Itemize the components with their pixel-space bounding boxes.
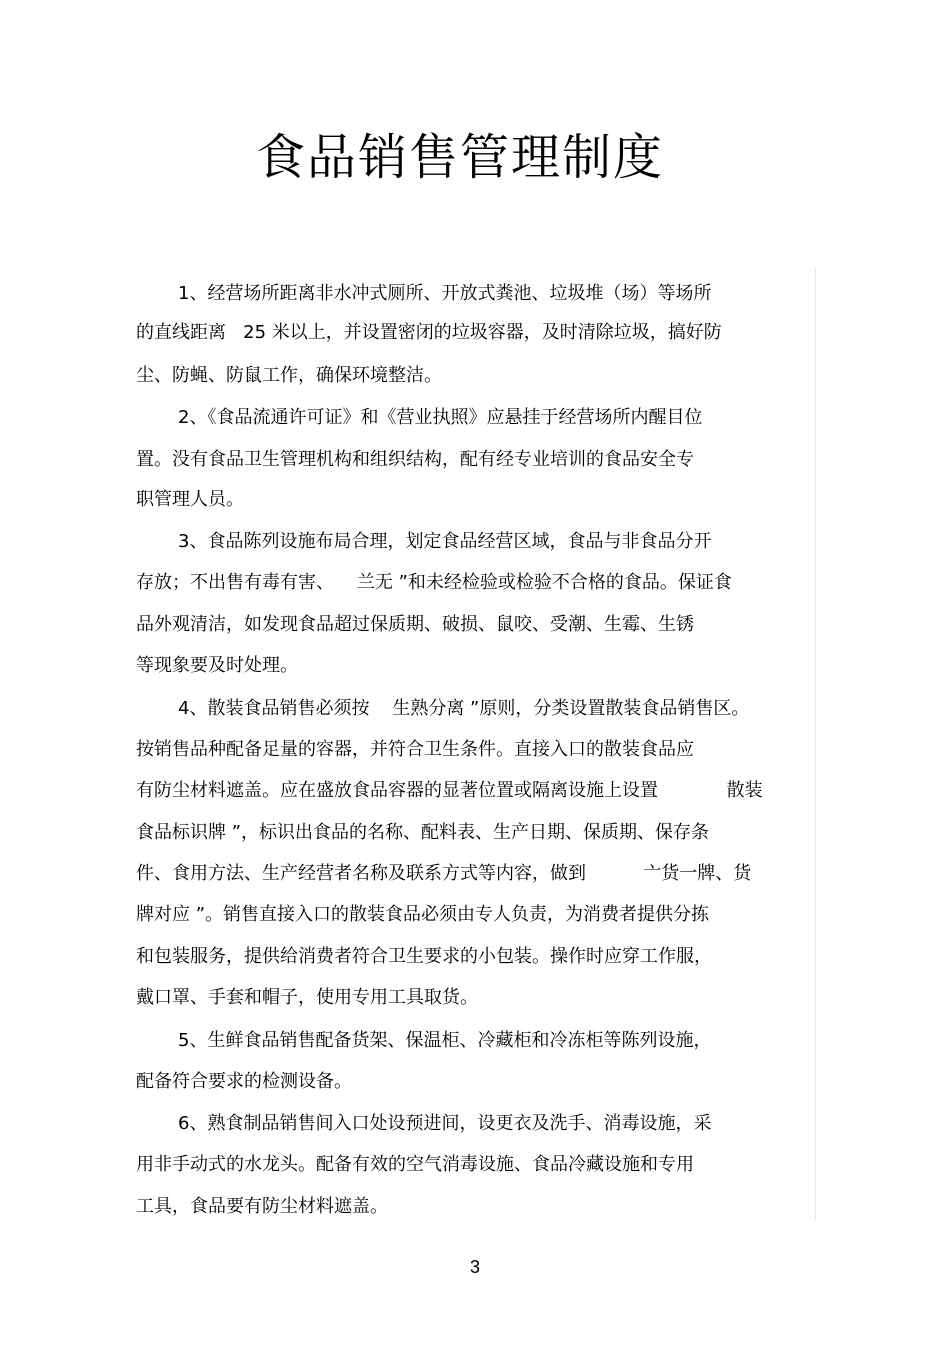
text-line: 食品标识牌 ”，标识出食品的名称、配料表、生产日期、保质期、保存条 bbox=[136, 822, 710, 843]
text-line: 工具，食品要有防尘材料遮盖。 bbox=[136, 1196, 388, 1217]
text-line: 存放；不出售有毒有害、 兰无 ”和未经检验或检验不合格的食品。保证食 bbox=[136, 572, 732, 593]
text-line: 职管理人员。 bbox=[136, 489, 244, 510]
document-title: 食品销售管理制度 bbox=[255, 129, 664, 186]
text-line: 等现象要及时处理。 bbox=[136, 655, 298, 676]
text-line: 件、食用方法、生产经营者名称及联系方式等内容，做到 亠货一牌、货 bbox=[136, 863, 752, 884]
margin-rule bbox=[815, 268, 816, 1220]
text-line: 按销售品种配备足量的容器，并符合卫生条件。直接入口的散装食品应 bbox=[136, 739, 694, 760]
text-line: 戴口罩、手套和帽子，使用专用工具取货。 bbox=[136, 987, 478, 1008]
text-line: 配备符合要求的检测设备。 bbox=[136, 1071, 352, 1092]
text-line: 4、散装食品销售必须按 生熟分离 ”原则，分类设置散装食品销售区。 bbox=[178, 698, 750, 719]
text-line: 5、生鲜食品销售配备货架、保温柜、冷藏柜和冷冻柜等陈列设施， bbox=[178, 1030, 712, 1051]
text-line: 置。没有食品卫生管理机构和组织结构，配有经专业培训的食品安全专 bbox=[136, 449, 694, 470]
text-line: 品外观清洁，如发现食品超过保质期、破损、鼠咬、受潮、生霉、生锈 bbox=[136, 614, 694, 635]
text-line: 用非手动式的水龙头。配备有效的空气消毒设施、食品冷藏设施和专用 bbox=[136, 1154, 694, 1175]
text-line: 的直线距离 25 米以上，并设置密闭的垃圾容器，及时清除垃圾，搞好防 bbox=[136, 322, 722, 343]
text-line: 6、熟食制品销售间入口处设预进间，设更衣及洗手、消毒设施，采 bbox=[178, 1113, 712, 1134]
text-line: 和包装服务，提供给消费者符合卫生要求的小包装。操作时应穿工作服， bbox=[136, 946, 712, 967]
text-line: 尘、防蝇、防鼠工作，确保环境整洁。 bbox=[136, 365, 442, 386]
text-line: 2、《食品流通许可证》和《营业执照》应悬挂于经营场所内醒目位 bbox=[178, 407, 703, 428]
text-line: 有防尘材料遮盖。应在盛放食品容器的显著位置或隔离设施上设置 散装 bbox=[136, 780, 763, 801]
text-line: 3、食品陈列设施布局合理，划定食品经营区域，食品与非食品分开 bbox=[178, 531, 712, 552]
text-line: 1、经营场所距离非水冲式厕所、开放式粪池、垃圾堆（场）等场所 bbox=[178, 283, 712, 304]
page-number: 3 bbox=[469, 1257, 480, 1277]
text-line: 牌对应 ”。销售直接入口的散装食品必须由专人负责，为消费者提供分拣 bbox=[136, 904, 710, 925]
